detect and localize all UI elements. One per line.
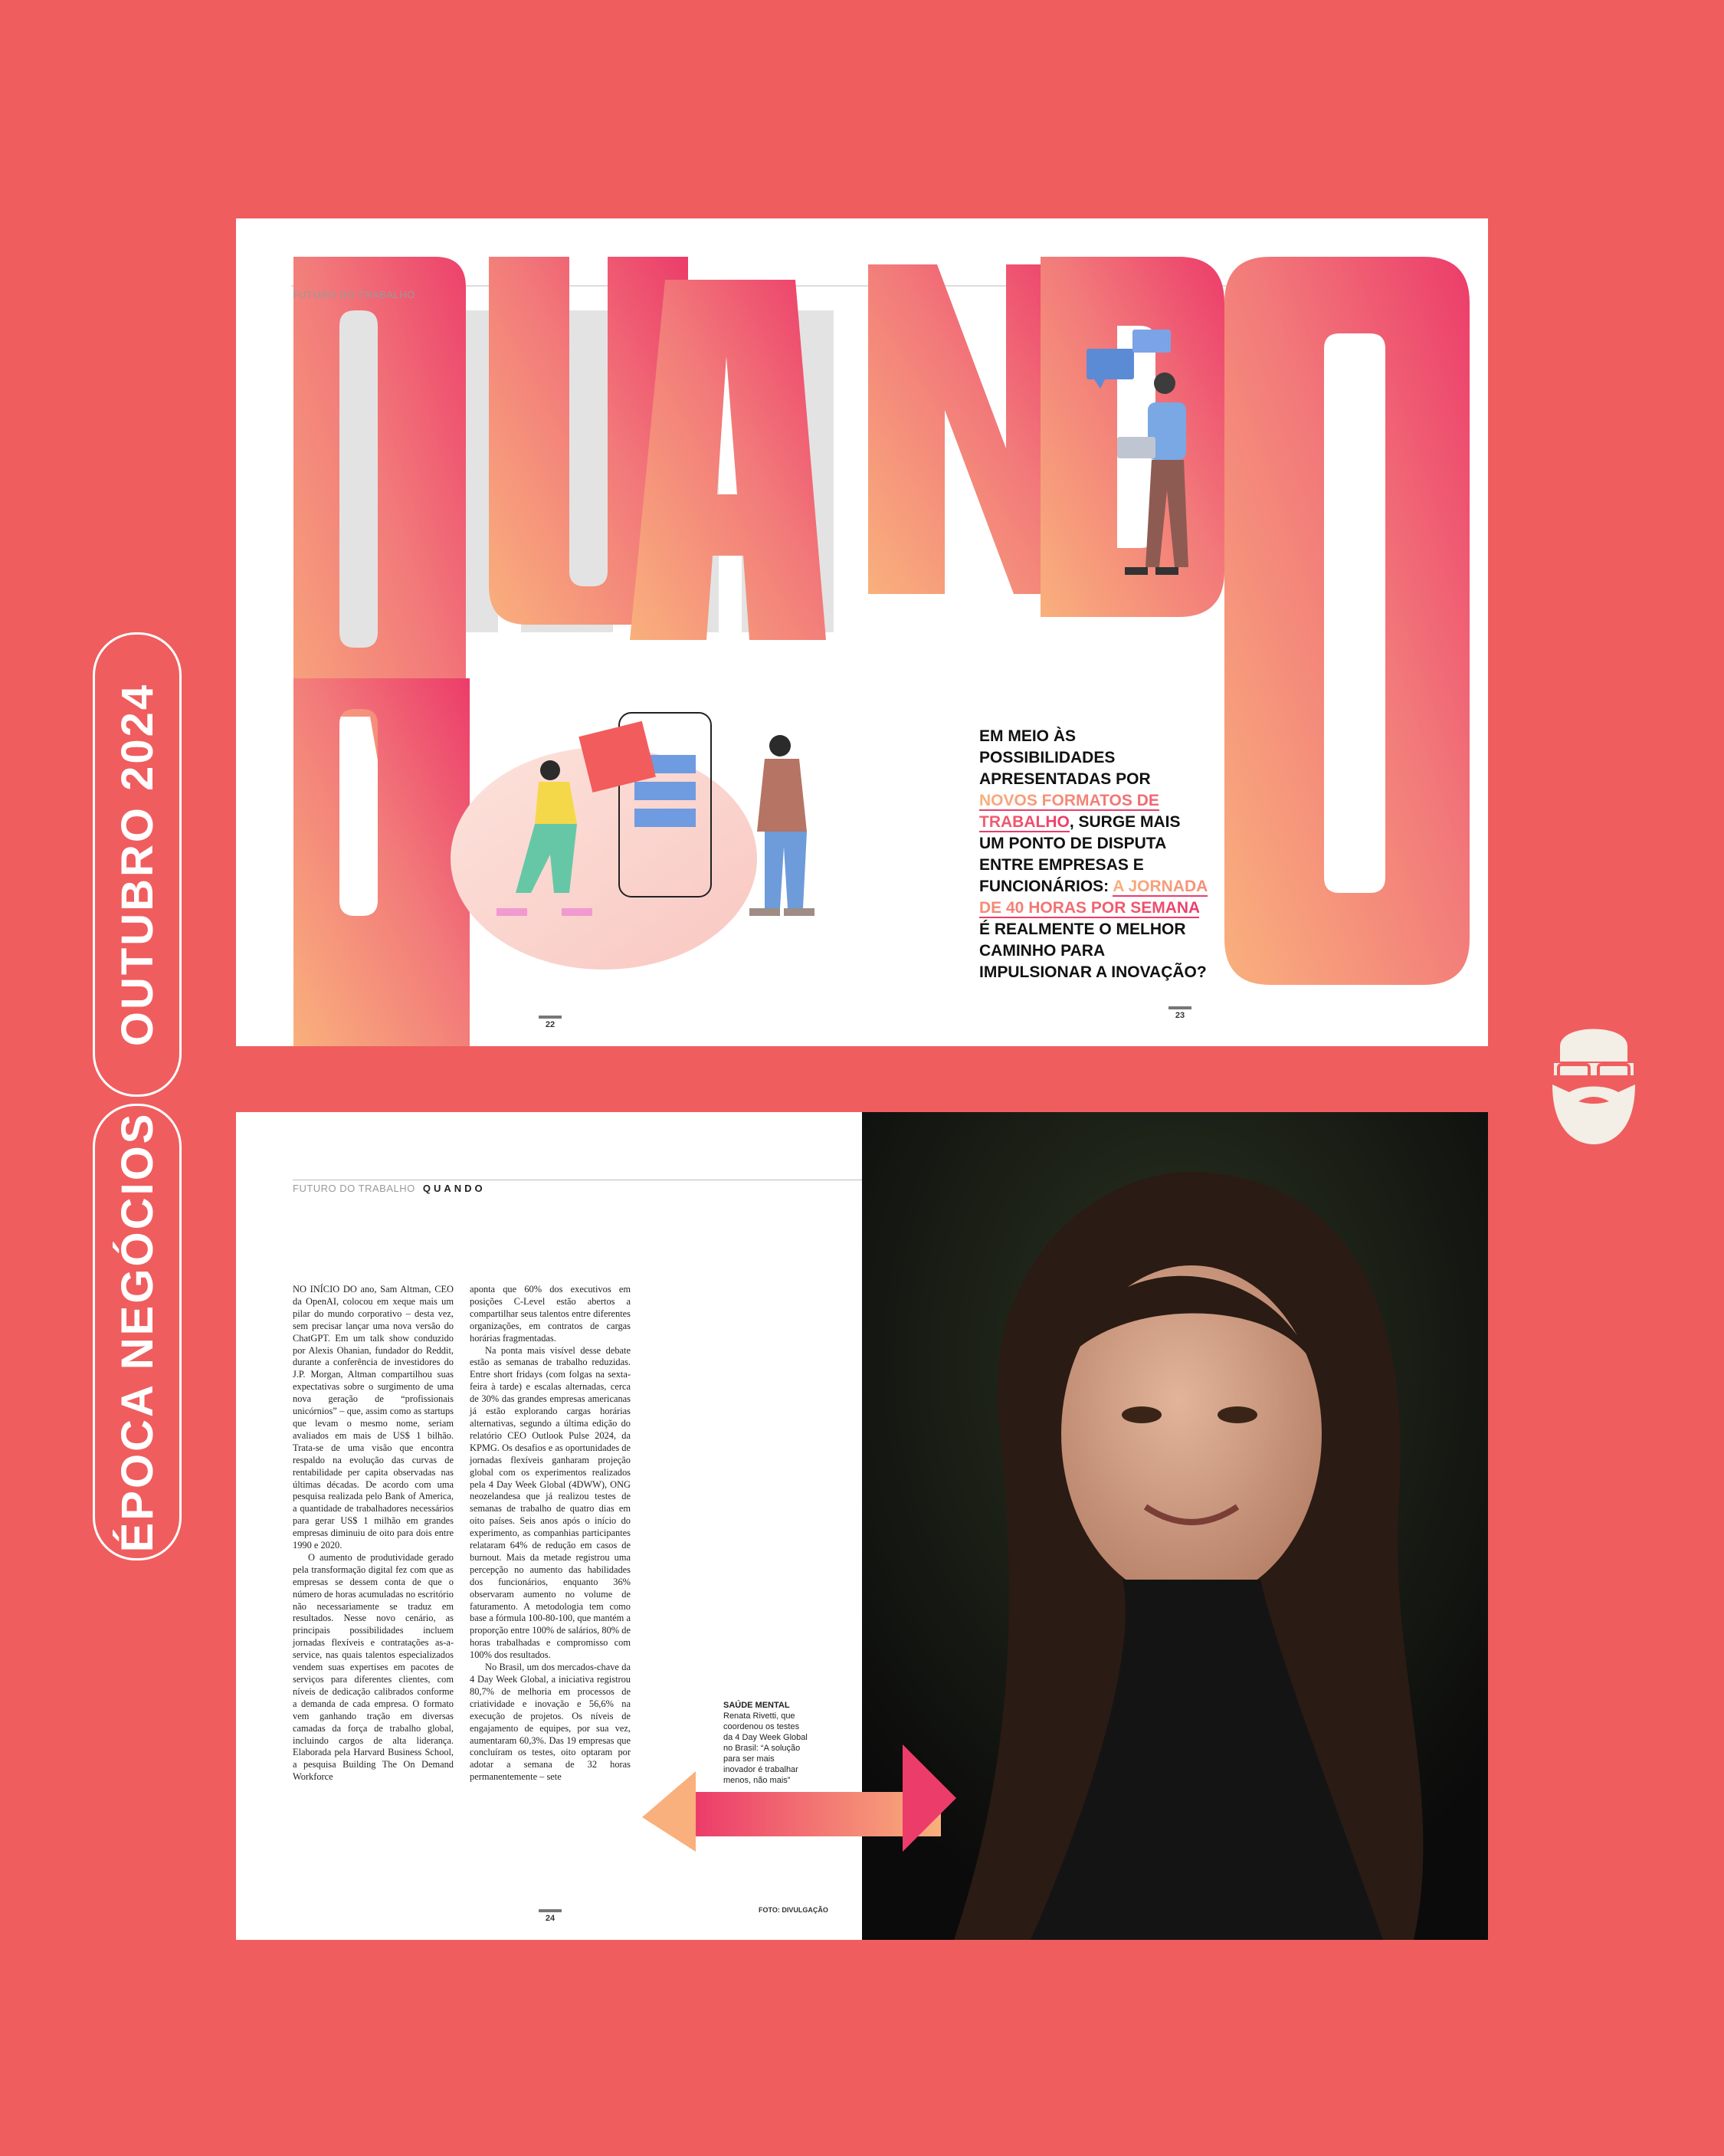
page-number-right: 23	[1168, 1006, 1191, 1020]
paragraph: NO INÍCIO DO ano, Sam Altman, CEO da OpenAI, colocou em xeque mais um pilar do mundo corporativo – desta vez, sem precisar lançar uma nova versão do ChatGPT. Em um talk show conduzido por Alexis Ohanian, fundador do Reddit, durante a conferência de investidores do J.P. Morgan, Altman compartilhou suas expectativas sobre o surgimento de uma nova geração de “profissionais unicórnios” – que, assim como as startups que levam o mesmo nome, seriam avaliados em mais de US$ 1 bilhão. Trata-se de uma visão que encontra respaldo na evolução das curvas de rentabilidade per capita observadas nas últimas décadas. De acordo com uma pesquisa realizada pelo Bank of America, a quantidade de trabalhadores necessários para gerar US$ 1 milhão em grandes empresas diminuiu de oito para dois entre 1990 e 2020.	[293, 1284, 454, 1551]
section-tag	[293, 1183, 486, 1194]
caption-title: SAÚDE MENTAL	[723, 1701, 790, 1710]
intro-text-2: , SURGE MAIS UM PONTO DE DISPUTA ENTRE EMPRESAS E FUNCIONÁRIOS:	[979, 813, 1181, 895]
arrow-graphic	[642, 1744, 995, 1852]
article-column-2	[470, 1284, 631, 1784]
spread-page-24	[236, 1112, 1488, 1940]
paragraph: No Brasil, um dos mercados-chave da 4 Day Week Global, a iniciativa registrou 80,7% de melhoria em processos de criatividade e inovação e 56,6% na execução de projetos. Os níveis de engajamento de equipes, por sua vez, aumentaram 60,3%. Das 19 empresas que concluíram os testes, oito optaram por adotar a semana de 32 horas permanentemente – sete	[470, 1662, 631, 1783]
people-collaboration-illustration	[451, 713, 814, 970]
section-tag-text: FUTURO DO TRABALHO	[293, 1183, 415, 1194]
page-number-left: 24	[539, 1909, 562, 1923]
photo-credit: FOTO: DIVULGAÇÃO	[759, 1906, 828, 1914]
intro-highlight-1: NOVOS FORMATOS DE TRABALHO	[979, 792, 1159, 831]
section-tag: FUTURO DO TRABALHO	[293, 289, 415, 300]
issue-date-label: OUTUBRO 2024	[93, 632, 182, 1097]
bearded-man-logo	[1545, 1016, 1643, 1146]
section-title: QUANDO	[422, 1183, 486, 1194]
page-number-left: 22	[539, 1016, 562, 1029]
intro-deck	[979, 726, 1209, 983]
article-column-1	[293, 1284, 454, 1784]
spread-pages-22-23	[236, 218, 1488, 1046]
intro-highlight-2: A JORNADA DE 40 HORAS POR SEMANA	[979, 878, 1208, 917]
intro-text-1: EM MEIO ÀS POSSIBILIDADES APRESENTADAS POR	[979, 727, 1151, 788]
caption-text: Renata Rivetti, que coordenou os testes da 4 Day Week Global no Brasil: “A solução para ser mais inovador é trabalhar menos, não mais”	[723, 1711, 808, 1785]
headline-letters-graphic	[236, 218, 1488, 1046]
magazine-name-label: ÉPOCA NEGÓCIOS	[93, 1104, 182, 1560]
paragraph: aponta que 60% dos executivos em posições C-Level estão abertos a compartilhar seus talentos entre diferentes organizações, em contratos de cargas horárias fragmentadas.	[470, 1284, 631, 1344]
intro-text-3: É REALMENTE O MELHOR CAMINHO PARA IMPULSIONAR A INOVAÇÃO?	[979, 920, 1207, 981]
paragraph: O aumento de produtividade gerado pela transformação digital fez com que as empresas se dessem conta de que o número de horas acumuladas no escritório não necessariamente se traduz em resultados. Nesse novo cenário, as principais possibilidades incluem jornadas flexíveis e contratações as-a-service, nas quais talentos especializados vendem suas expertises em pacotes de serviços para diferentes clientes, com níveis de dedicação calibrados conforme a demanda de cada empresa. O formato vem ganhando tração em diversas camadas da força de trabalho global, incluindo cargos de alta liderança. Elaborada pela Harvard Business School, a pesquisa Building The On Demand Workforce	[293, 1551, 454, 1783]
paragraph: Na ponta mais visível desse debate estão as semanas de trabalho reduzidas. Entre short fridays (com folgas na sexta-feira à tarde) e escalas alternadas, cerca de 30% das grandes empresas americanas já estão explorando cargas horárias alternativas, segundo a última edição do relatório CEO Outlook Pulse 2024, da KPMG. Os desafios e as oportunidades de jornadas flexíveis ganharam projeção global com os experimentos realizados pela 4 Day Week Global (4DWW), ONG neozelandesa que já realizou testes de semanas de trabalho de quatro dias em oito países. Seis anos após o início do experimento, as companhias participantes relataram 64% de redução em casos de burnout. Mais da metade registrou uma percepção no aumento das habilidades dos funcionários, enquanto 36% observaram aumento no volume de faturamento. A metodologia tem como base a fórmula 100-80-100, que mantém a proporção entre 100% de salários, 80% de horas trabalhadas e compromisso com 100% dos resultados.	[470, 1344, 631, 1661]
